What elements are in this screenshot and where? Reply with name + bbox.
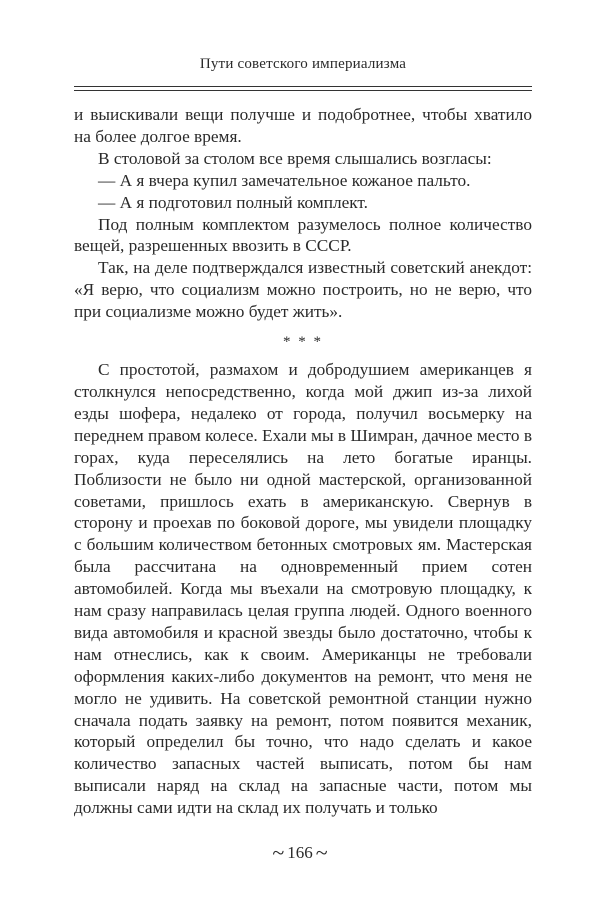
page-body [74, 104, 532, 819]
page-number: 166 [287, 843, 313, 862]
section-separator: * * * [283, 334, 323, 351]
paragraph: В столовой за столом все время слышались возгласы: [98, 148, 492, 168]
paragraph: и выискивали вещи получше и подобротнее, чтобы хватило на более долгое время. [74, 105, 532, 146]
paragraph: Так, на деле подтверждался известный советский анекдот: «Я верю, что социализм можно построить, но не верю, что при социализме можно будет жить». [74, 258, 532, 322]
page-footer [0, 840, 600, 866]
running-head: Пути советского империализма [199, 56, 407, 72]
paragraph: Под полным комплектом разумелось полное количество вещей, разрешенных ввозить в СССР. [74, 214, 532, 256]
ornament-left: ~ [272, 840, 285, 865]
dialogue-line: — А я вчера купил замечательное кожаное пальто. [98, 170, 471, 190]
paragraph: С простотой, размахом и добродушием американцев я столкнулся непосредственно, когда мой джип из-за лихой езды шофера, недалеко от города, получил восьмерку на переднем правом колесе. Ехали мы в Шимран, дачное место в горах, куда переселялись на лето богатые иранцы. Поблизости не было ни одной мастерской, организованной советами, пришлось ехать в американскую. Свернув в сторону и проехав по боковой дороге, мы увидели площадку с большим количеством бетонных смотровых ям. Мастерская была рассчитана на одновременный прием сотен автомобилей. Когда мы въехали на смотровую площадку, к нам сразу направилась целая группа людей. Одного военного вида автомобиля и красной звезды было достаточно, чтобы к нам отнеслись, как к своим. Американцы не требовали оформления каких-либо документов на ремонт, что меня не могло не удивить. На советской ремонтной станции нужно сначала подать заявку на ремонт, потом появится механик, который определил бы точно, что надо сделать и какое количество запасных частей выписать, потом бы нам выписали наряд на склад на запасные части, потом мы должны сами идти на склад их получать и только [74, 360, 532, 818]
ornament-right: ~ [315, 840, 328, 865]
header-rule [74, 86, 532, 87]
header-rule-thin [74, 90, 532, 91]
dialogue-line: — А я подготовил полный комплект. [98, 192, 369, 212]
